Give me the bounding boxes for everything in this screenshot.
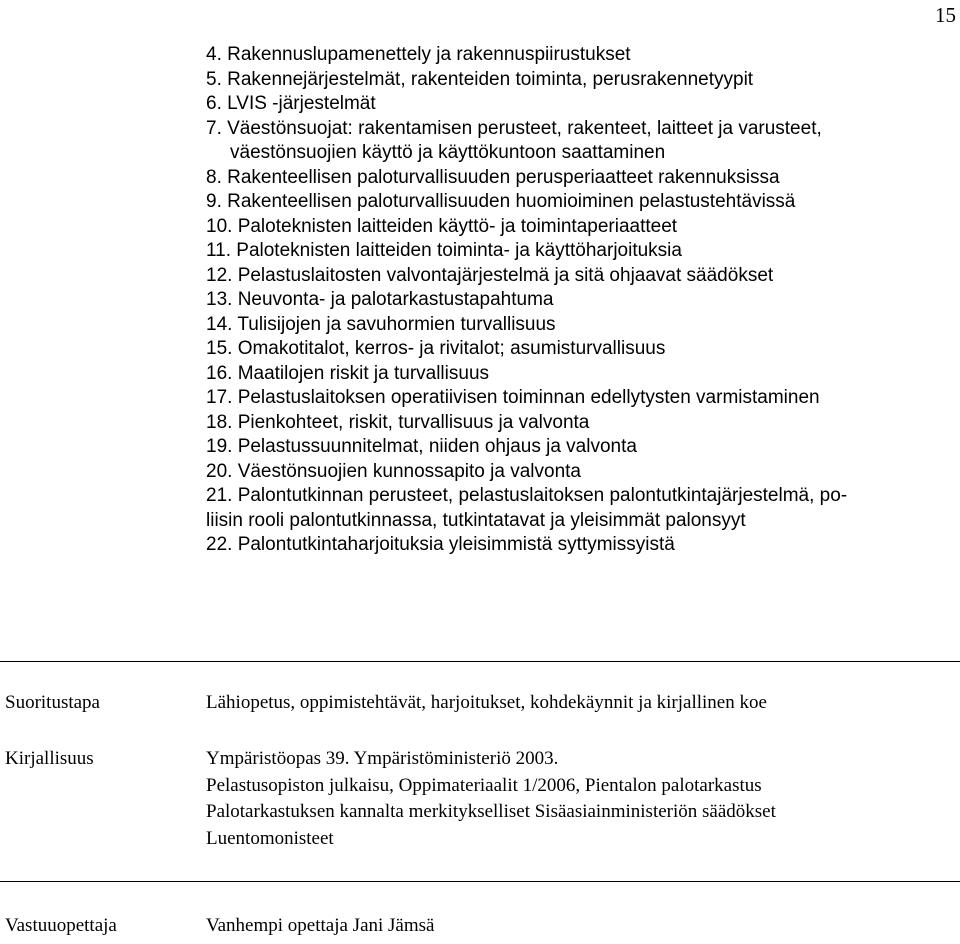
topic-12: 12. Pelastuslaitosten valvontajärjestelmä ja sitä ohjaavat säädökset: [206, 264, 774, 286]
topic-6: 6. LVIS -järjestelmät: [206, 93, 376, 114]
section-divider-bottom: [0, 881, 960, 882]
course-topics-list: [206, 43, 946, 558]
suoritustapa-value: Lähiopetus, oppimistehtävät, harjoitukset, kohdekäynnit ja kirjallinen koe: [206, 692, 767, 713]
topic-20: 20. Väestönsuojien kunnossapito ja valvonta: [206, 460, 581, 482]
topic-19: 19. Pelastussuunnitelmat, niiden ohjaus ja valvonta: [206, 436, 637, 457]
section-divider-top: [0, 661, 960, 662]
vastuuopettaja-value: Vanhempi opettaja Jani Jämsä: [206, 915, 435, 936]
topic-4: 4. Rakennuslupamenettely ja rakennuspiirustukset: [206, 44, 631, 65]
topic-15: 15. Omakotitalot, kerros- ja rivitalot; asumisturvallisuus: [206, 338, 666, 359]
page-number: 15: [935, 3, 956, 27]
topic-17: 17. Pelastuslaitoksen operatiivisen toiminnan edellytysten varmistaminen: [206, 387, 820, 408]
topic-7: 7. Väestönsuojat: rakentamisen perusteet, rakenteet, laitteet ja varusteet,: [206, 117, 822, 139]
topic-10: 10. Paloteknisten laitteiden käyttö- ja toimintaperiaatteet: [206, 215, 678, 237]
literature-item: Luentomonisteet: [206, 827, 334, 849]
literature-item: Palotarkastuksen kannalta merkitykselliset Sisäasiainministeriön säädökset: [206, 801, 776, 822]
topic-22: 22. Palontutkintaharjoituksia yleisimmistä syttymissyistä: [206, 534, 675, 555]
literature-item: Pelastusopiston julkaisu, Oppimateriaalit 1/2006, Pientalon palotarkastus: [206, 774, 762, 796]
topic-11: 11. Paloteknisten laitteiden toiminta- ja käyttöharjoituksia: [206, 240, 682, 261]
topic-13: 13. Neuvonta- ja palotarkastustapahtuma: [206, 289, 554, 310]
topic-21: 21. Palontutkinnan perusteet, pelastuslaitoksen palontutkintajärjestelmä, po-: [206, 485, 848, 506]
topic-14: 14. Tulisijojen ja savuhormien turvallisuus: [206, 313, 556, 335]
topic-16: 16. Maatilojen riskit ja turvallisuus: [206, 362, 490, 384]
topic-9: 9. Rakenteellisen paloturvallisuuden huomioiminen pelastustehtävissä: [206, 191, 796, 212]
topic-18: 18. Pienkohteet, riskit, turvallisuus ja valvonta: [206, 411, 590, 433]
topic-8: 8. Rakenteellisen paloturvallisuuden perusperiaatteet rakennuksissa: [206, 166, 780, 188]
kirjallisuus-label: Kirjallisuus: [5, 748, 94, 769]
topic-7-continuation: väestönsuojien käyttö ja käyttökuntoon saattaminen: [230, 142, 666, 163]
topic-21-continuation: liisin rooli palontutkinnassa, tutkintatavat ja yleisimmät palonsyyt: [206, 509, 746, 531]
topic-5: 5. Rakennejärjestelmät, rakenteiden toiminta, perusrakennetyypit: [206, 68, 754, 90]
suoritustapa-label: Suoritustapa: [5, 692, 100, 713]
vastuuopettaja-label: Vastuuopettaja: [5, 915, 117, 936]
literature-item: Ympäristöopas 39. Ympäristöministeriö 2003.: [206, 748, 559, 769]
kirjallisuus-list: [206, 747, 951, 853]
